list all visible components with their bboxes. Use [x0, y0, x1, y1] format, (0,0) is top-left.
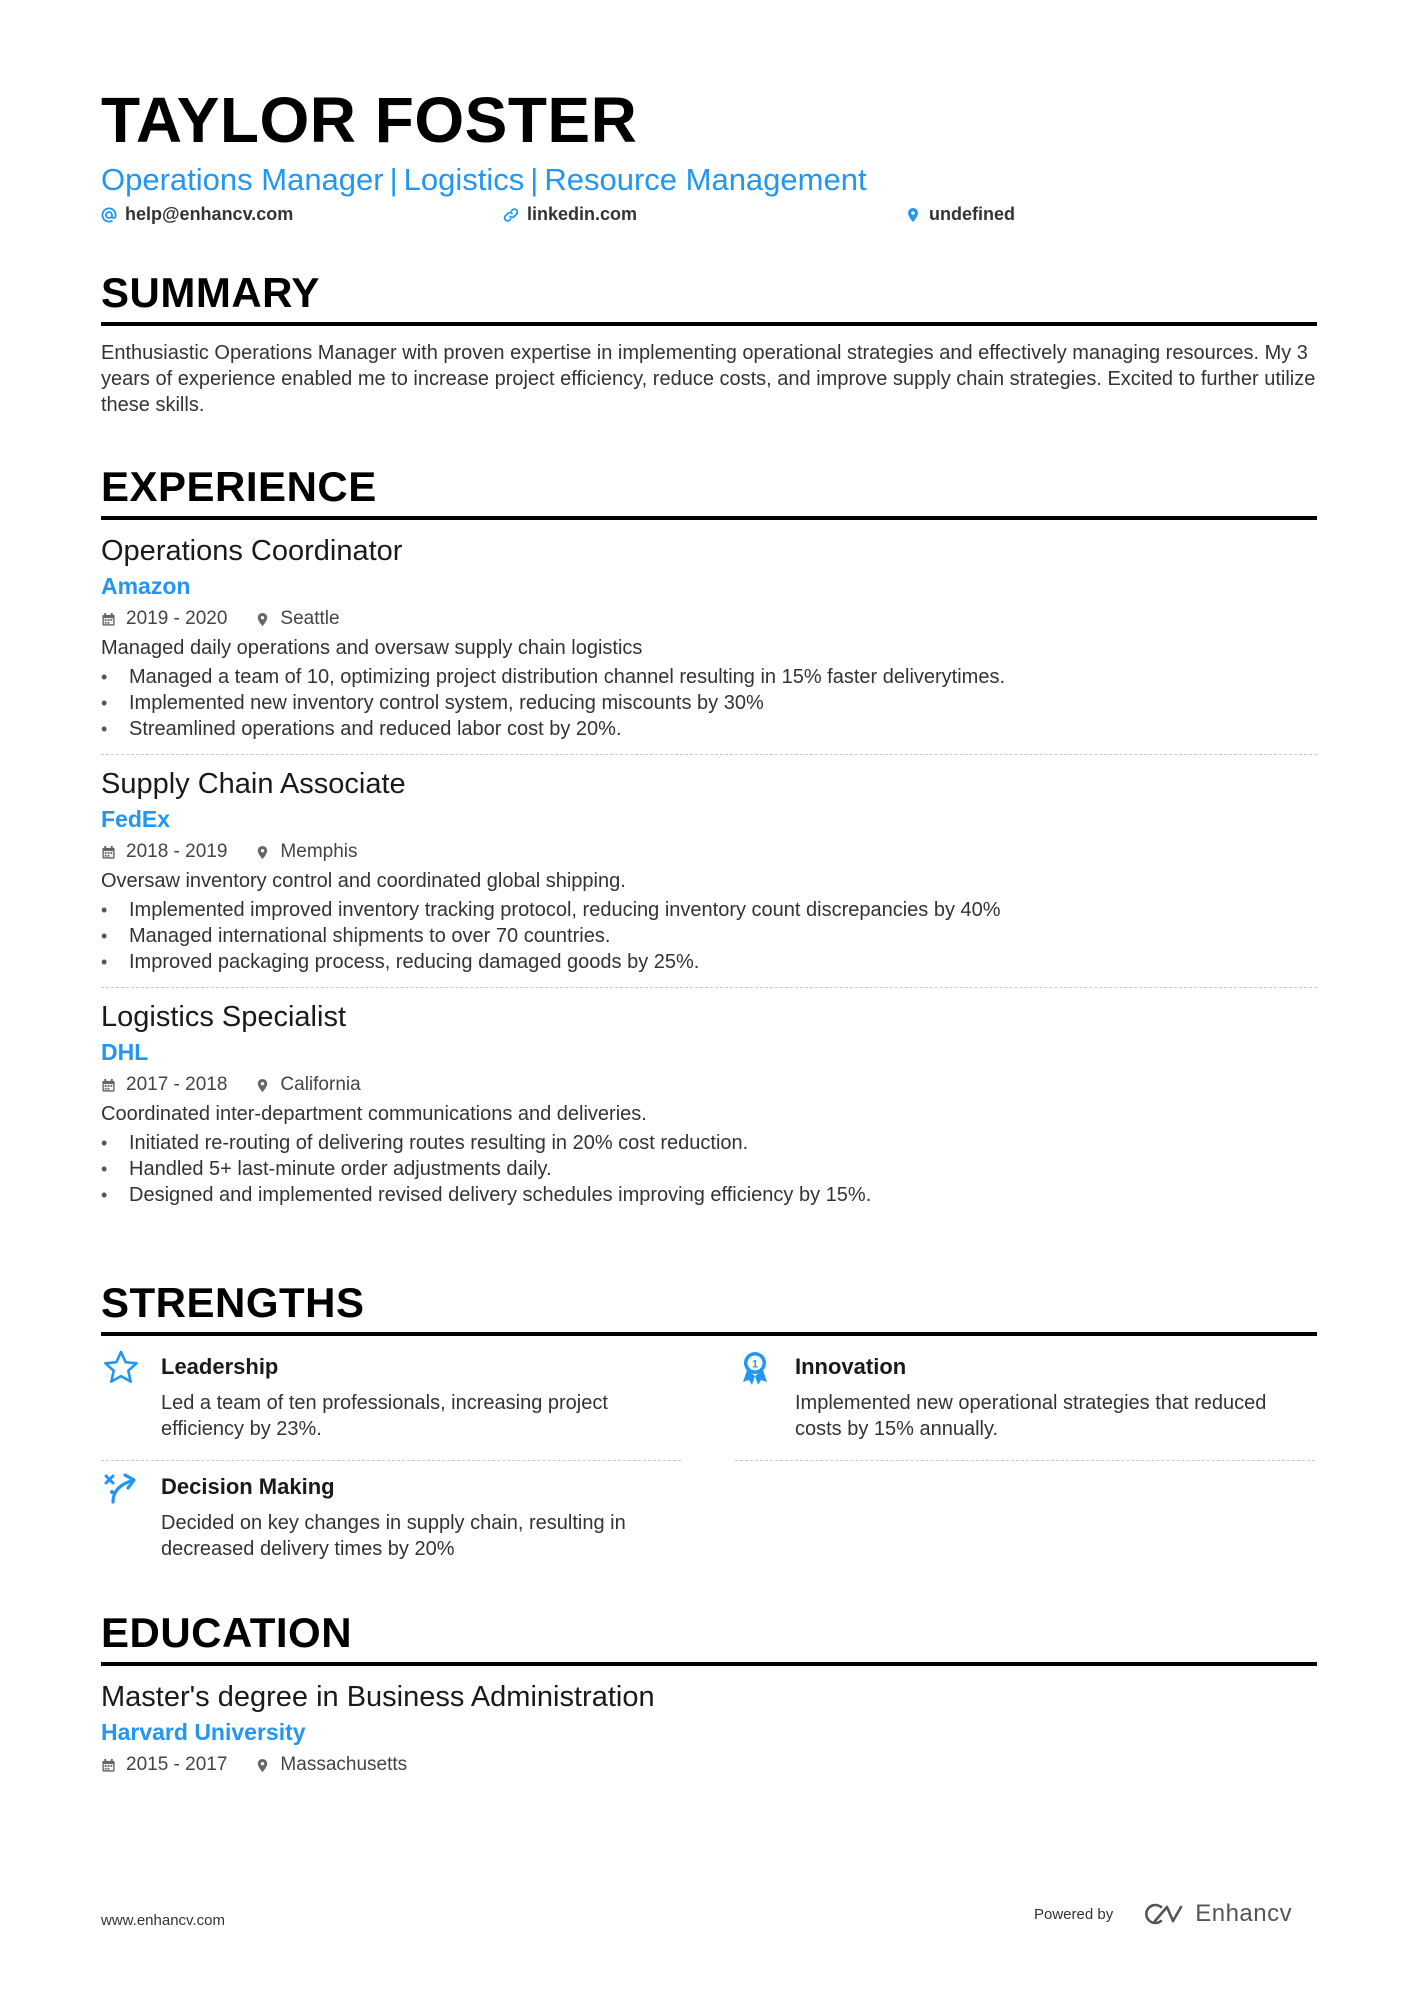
job-meta — [101, 837, 1317, 867]
section-title-strengths: STRENGTHS — [101, 1279, 365, 1326]
education-dates-text: 2015 - 2017 — [126, 1754, 228, 1775]
job-bullets — [101, 897, 1317, 975]
job-dates-text: 2017 - 2018 — [126, 1074, 228, 1095]
education-entry — [101, 1678, 1317, 1780]
strength-text: Implemented new operational strategies that reduced costs by 15% annually. — [795, 1392, 1267, 1440]
link-icon — [503, 207, 519, 223]
bullet-item: • Implemented improved inventory tracking protocol, reducing inventory count discrepancies by 40% — [101, 897, 1317, 923]
entry-divider — [101, 754, 1317, 755]
job-location — [255, 837, 357, 867]
calendar-icon — [101, 612, 116, 627]
location-pin-icon — [255, 1078, 270, 1093]
headline-separator: | — [530, 162, 539, 197]
decision-arrow-icon — [101, 1468, 141, 1508]
calendar-icon — [101, 845, 116, 860]
linkedin-text: linkedin.com — [527, 204, 638, 224]
job-dates — [101, 837, 227, 867]
job-location-text: California — [280, 1074, 361, 1095]
calendar-icon — [101, 1758, 116, 1773]
job-title: Supply Chain Associate — [101, 768, 406, 800]
job-dates — [101, 604, 227, 634]
summary-section — [101, 268, 1317, 418]
degree-title: Master's degree in Business Administration — [101, 1681, 655, 1713]
entry-divider — [735, 1460, 1315, 1461]
headline-separator: | — [389, 162, 398, 197]
job-location-text: Memphis — [280, 841, 358, 862]
enhancv-brand-text: Enhancv — [1195, 1900, 1293, 1927]
location-pin-icon — [255, 1758, 270, 1773]
job-location — [255, 1070, 360, 1100]
powered-by-text: Powered by — [1034, 1905, 1114, 1923]
school-name: Harvard University — [101, 1719, 306, 1745]
location-pin-icon — [905, 207, 921, 223]
email-text: help@enhancv.com — [125, 204, 294, 224]
strengths-section — [101, 1278, 1317, 1568]
entry-divider — [101, 1460, 681, 1461]
job-description: Managed daily operations and oversaw supply chain logistics — [101, 637, 643, 659]
bullet-item: • Managed a team of 10, optimizing project distribution channel resulting in 15% faster deliverytimes. — [101, 664, 1317, 690]
footer-branding — [1034, 1900, 1292, 1928]
job-title: Operations Coordinator — [101, 535, 403, 567]
resume-content — [101, 80, 1317, 234]
experience-entry — [101, 532, 1317, 755]
bullet-item: • Handled 5+ last-minute order adjustments daily. — [101, 1156, 1317, 1182]
award-medal-icon — [735, 1348, 775, 1388]
section-title-experience: EXPERIENCE — [101, 463, 377, 510]
headline — [101, 160, 1317, 200]
entry-divider — [101, 987, 1317, 988]
company-name: Amazon — [101, 573, 191, 599]
experience-section — [101, 462, 1317, 1208]
footer-website[interactable]: www.enhancv.com — [101, 1912, 225, 1929]
education-section — [101, 1608, 1317, 1780]
job-dates-text: 2019 - 2020 — [126, 608, 228, 629]
section-title-education: EDUCATION — [101, 1609, 353, 1656]
job-title: Logistics Specialist — [101, 1001, 346, 1033]
bullet-item: • Initiated re-routing of delivering routes resulting in 20% cost reduction. — [101, 1130, 1317, 1156]
strength-title: Innovation — [795, 1354, 907, 1379]
bullet-item: • Managed international shipments to over 70 countries. — [101, 923, 1317, 949]
company-name: DHL — [101, 1039, 149, 1065]
contact-linkedin[interactable] — [503, 204, 637, 225]
job-dates — [101, 1070, 227, 1100]
section-divider — [101, 322, 1317, 326]
bullet-item: • Implemented new inventory control system, reducing miscounts by 30% — [101, 690, 1317, 716]
strength-title: Leadership — [161, 1354, 279, 1379]
job-location — [255, 604, 339, 634]
education-location — [255, 1750, 407, 1780]
strength-text: Decided on key changes in supply chain, resulting in decreased delivery times by 20% — [161, 1512, 626, 1560]
job-bullets — [101, 664, 1317, 742]
location-pin-icon — [255, 845, 270, 860]
section-divider — [101, 1662, 1317, 1666]
strength-title: Decision Making — [161, 1474, 335, 1499]
at-sign-icon — [101, 207, 117, 223]
education-dates — [101, 1750, 227, 1780]
enhancv-logo-icon — [1139, 1901, 1187, 1927]
bullet-item: • Designed and implemented revised delivery schedules improving efficiency by 15%. — [101, 1182, 1317, 1208]
headline-role-3: Resource Management — [544, 162, 867, 197]
location-pin-icon — [255, 612, 270, 627]
job-meta — [101, 1070, 1317, 1100]
job-description: Oversaw inventory control and coordinated global shipping. — [101, 870, 626, 892]
education-location-text: Massachusetts — [280, 1754, 408, 1775]
headline-role-2: Logistics — [403, 162, 525, 197]
headline-role-1: Operations Manager — [101, 162, 384, 197]
job-meta — [101, 604, 1317, 634]
summary-text: Enthusiastic Operations Manager with proven expertise in implementing operational strategies and effectively managing resources. My 3 years of experience enabled me to increase project efficiency, reduce costs, and improve supply chain strategies. Excited to further utilize these skills. — [101, 342, 1316, 416]
section-divider — [101, 1332, 1317, 1336]
bullet-item: • Improved packaging process, reducing damaged goods by 25%. — [101, 949, 1317, 975]
job-bullets — [101, 1130, 1317, 1208]
job-description: Coordinated inter-department communications and deliveries. — [101, 1103, 647, 1125]
enhancv-logo[interactable] — [1139, 1900, 1292, 1928]
bullet-item: • Streamlined operations and reduced labor cost by 20%. — [101, 716, 1317, 742]
experience-entry — [101, 765, 1317, 988]
job-location-text: Seattle — [280, 608, 340, 629]
contact-email[interactable] — [101, 204, 293, 225]
section-divider — [101, 516, 1317, 520]
strength-text: Led a team of ten professionals, increasing project efficiency by 23%. — [161, 1392, 608, 1440]
candidate-name: TAYLOR FOSTER — [101, 84, 638, 156]
calendar-icon — [101, 1078, 116, 1093]
location-text: undefined — [929, 204, 1015, 224]
job-dates-text: 2018 - 2019 — [126, 841, 228, 862]
contact-location — [905, 204, 1015, 225]
svg-text:1: 1 — [751, 1358, 759, 1371]
company-name: FedEx — [101, 806, 171, 832]
education-meta — [101, 1750, 1317, 1780]
star-icon — [101, 1348, 141, 1388]
section-title-summary: SUMMARY — [101, 269, 320, 316]
experience-entry — [101, 998, 1317, 1208]
contact-row — [101, 204, 1317, 234]
